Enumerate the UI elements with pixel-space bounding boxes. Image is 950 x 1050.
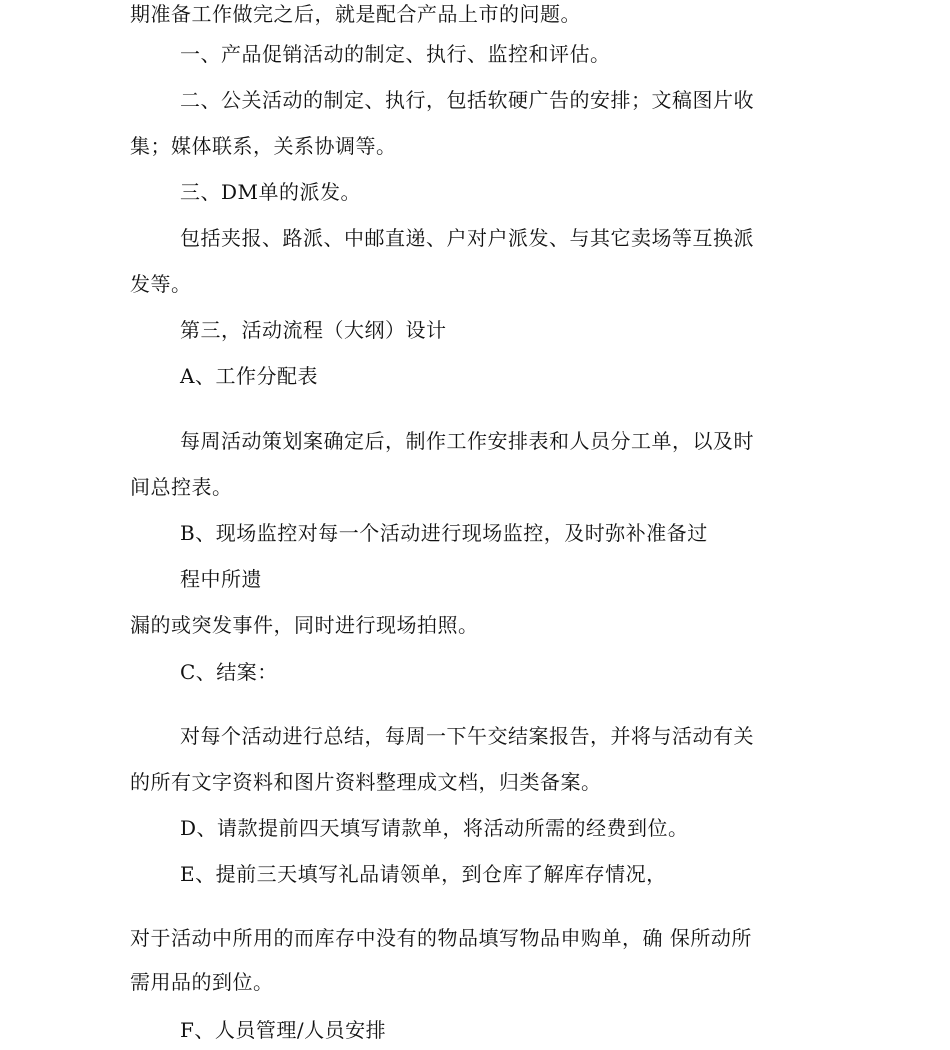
text-line: 漏的或突发事件，同时进行现场拍照。 — [130, 613, 479, 637]
text-line: 对于活动中所用的而库存中没有的物品填写物品申购单，确 保所动所 — [130, 926, 752, 950]
text-line: 的所有文字资料和图片资料整理成文档，归类备案。 — [130, 770, 602, 794]
item-heading-e: E、提前三天填写礼品请领单，到仓库了解库存情况， — [180, 862, 667, 886]
text-line: 期准备工作做完之后，就是配合产品上市的问题。 — [130, 2, 581, 26]
item-heading-f: F、人员管理/人员安排 — [180, 1018, 387, 1042]
item-heading-d: D、请款提前四天填写请款单，将活动所需的经费到位。 — [180, 816, 689, 840]
text-line: 包括夹报、路派、中邮直递、户对户派发、与其它卖场等互换派 — [180, 226, 754, 250]
section-heading-dm: 三、DM单的派发。 — [180, 180, 362, 204]
text-line: 集；媒体联系，关系协调等。 — [130, 134, 397, 158]
section-heading-pr: 二、公关活动的制定、执行，包括软硬广告的安排；文稿图片收 — [180, 88, 754, 112]
section-heading-process: 第三，活动流程（大纲）设计 — [180, 318, 447, 342]
section-heading-promotion: 一、产品促销活动的制定、执行、监控和评估。 — [180, 42, 611, 66]
text-line: 程中所遗 — [180, 567, 262, 591]
item-heading-b: B、现场监控对每一个活动进行现场监控，及时弥补准备过 — [180, 521, 708, 545]
text-line: 需用品的到位。 — [130, 970, 274, 994]
item-heading-a: A、工作分配表 — [180, 364, 318, 388]
text-line: 发等。 — [130, 272, 192, 296]
text-line: 对每个活动进行总结，每周一下午交结案报告，并将与活动有关 — [180, 724, 754, 748]
text-line: 每周活动策划案确定后，制作工作安排表和人员分工单，以及时 — [180, 429, 754, 453]
text-line: 间总控表。 — [130, 475, 233, 499]
item-heading-c: C、结案： — [180, 660, 278, 684]
